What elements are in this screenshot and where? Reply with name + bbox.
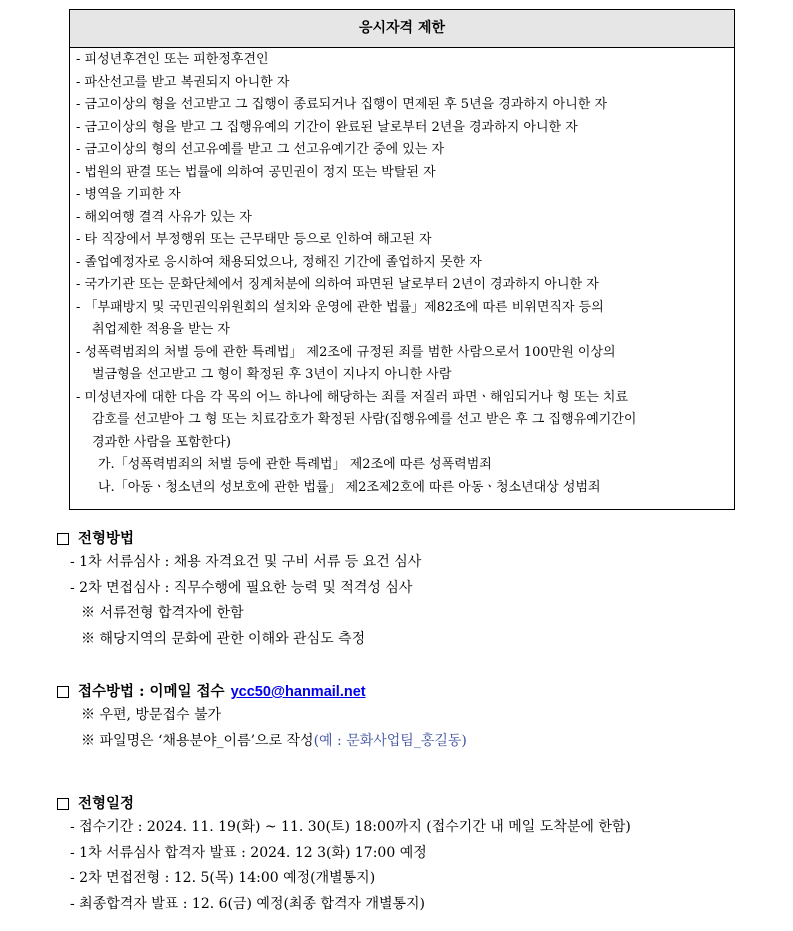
checkbox-icon <box>57 533 69 545</box>
checkbox-icon <box>57 686 69 698</box>
qualification-item: - 성폭력범죄의 처벌 등에 관한 특례법」 제2조에 규정된 죄를 범한 사람으로서 100만원 이상의 <box>76 344 616 360</box>
checkbox-icon <box>57 798 69 810</box>
schedule-item: - 최종합격자 발표 : 12. 6(금) 예정(최종 합격자 개별통지) <box>70 895 426 912</box>
schedule-section <box>57 793 631 917</box>
schedule-item: - 접수기간 : 2024. 11. 19(화) ~ 11. 30(토) 18:00까지 (접수기간 내 메일 도착분에 한함) <box>70 819 631 835</box>
qualification-item: - 병역을 기피한 자 <box>76 187 181 202</box>
filename-example: (예 : 문화사업팀_홍길동) <box>313 732 467 749</box>
selection-note: ※ 서류전형 합격자에 한함 <box>81 605 244 621</box>
application-title-row <box>57 681 467 703</box>
qualification-item: - 피성년후견인 또는 피한정후견인 <box>76 52 269 67</box>
qualification-item: - 미성년자에 대한 다음 각 목의 어느 하나에 해당하는 죄를 저질러 파면ㆍ해임되거나 형 또는 치료 <box>76 389 629 405</box>
selection-title: 전형방법 <box>78 530 135 547</box>
schedule-item: - 2차 면접전형 : 12. 5(목) 14:00 예정(개별통지) <box>70 870 376 886</box>
qualification-item: - 「부패방지 및 국민권익위원회의 설치와 운영에 관한 법률」제82조에 따른 비위면직자 등의 <box>76 299 604 315</box>
qualification-subitem: 나.「아동ㆍ청소년의 성보호에 관한 법률」 제2조제2호에 따른 아동ㆍ청소년대상 성범죄 <box>98 479 601 495</box>
selection-item: - 2차 면접심사 : 직무수행에 필요한 능력 및 적격성 심사 <box>70 579 413 596</box>
qualification-item: - 금고이상의 형을 받고 그 집행유예의 기간이 완료된 날로부터 2년을 경과하지 아니한 자 <box>76 119 578 135</box>
qualification-item-continued: 벌금형을 선고받고 그 형이 확정된 후 3년이 지나지 아니한 사람 <box>92 367 452 382</box>
qualification-item-continued: 감호를 선고받아 그 형 또는 치료감호가 확정된 사람(집행유예를 선고 받은 후 그 집행유예기간이 <box>92 412 637 427</box>
application-section <box>57 681 467 754</box>
qualification-item: - 졸업예정자로 응시하여 채용되었으나, 정해진 기간에 졸업하지 못한 자 <box>76 254 482 270</box>
qualification-item: - 파산선고를 받고 복권되지 아니한 자 <box>76 74 290 90</box>
qualification-title: 응시자격 제한 <box>70 10 734 48</box>
selection-item: - 1차 서류심사 : 채용 자격요건 및 구비 서류 등 요건 심사 <box>70 554 422 570</box>
qualification-item: - 금고이상의 형을 선고받고 그 집행이 종료되거나 집행이 면제된 후 5년을 경과하지 아니한 자 <box>76 97 608 112</box>
qualification-item: - 금고이상의 형의 선고유예를 받고 그 선고유예기간 중에 있는 자 <box>76 142 445 157</box>
schedule-item: - 1차 서류심사 합격자 발표 : 2024. 12 3(화) 17:00 예정 <box>70 844 427 861</box>
selection-section <box>57 528 421 652</box>
application-note-filename <box>57 729 467 755</box>
qualification-item-continued: 경과한 사람을 포함한다) <box>92 434 231 450</box>
qualification-subitem: 가.「성폭력범죄의 처벌 등에 관한 특례법」 제2조에 따른 성폭력범죄 <box>98 457 492 472</box>
qualification-item-continued: 취업제한 적용을 받는 자 <box>92 322 230 337</box>
selection-note: ※ 해당지역의 문화에 관한 이해와 관심도 측정 <box>81 630 366 647</box>
selection-title-row <box>57 528 421 550</box>
qualification-item: - 법원의 판결 또는 법률에 의하여 공민권이 정지 또는 박탈된 자 <box>76 164 436 180</box>
qualification-item: - 국가기관 또는 문화단체에서 징계처분에 의하여 파면된 날로부터 2년이 경과하지 아니한 자 <box>76 277 599 292</box>
application-note: ※ 우편, 방문접수 불가 <box>81 707 221 723</box>
qualification-list <box>70 48 734 499</box>
email-link[interactable]: ycc50@hanmail.net <box>230 684 366 700</box>
schedule-title-row <box>57 793 631 815</box>
qualification-item: - 해외여행 결격 사유가 있는 자 <box>76 209 252 225</box>
qualification-item: - 타 직장에서 부정행위 또는 근무태만 등으로 인하여 해고된 자 <box>76 232 432 247</box>
filename-rule: ※ 파일명은 ‘채용분야_이름’으로 작성 <box>81 732 314 749</box>
schedule-title: 전형일정 <box>78 795 135 812</box>
qualification-box <box>69 9 735 510</box>
application-title: 접수방법 : 이메일 접수 <box>78 683 225 700</box>
